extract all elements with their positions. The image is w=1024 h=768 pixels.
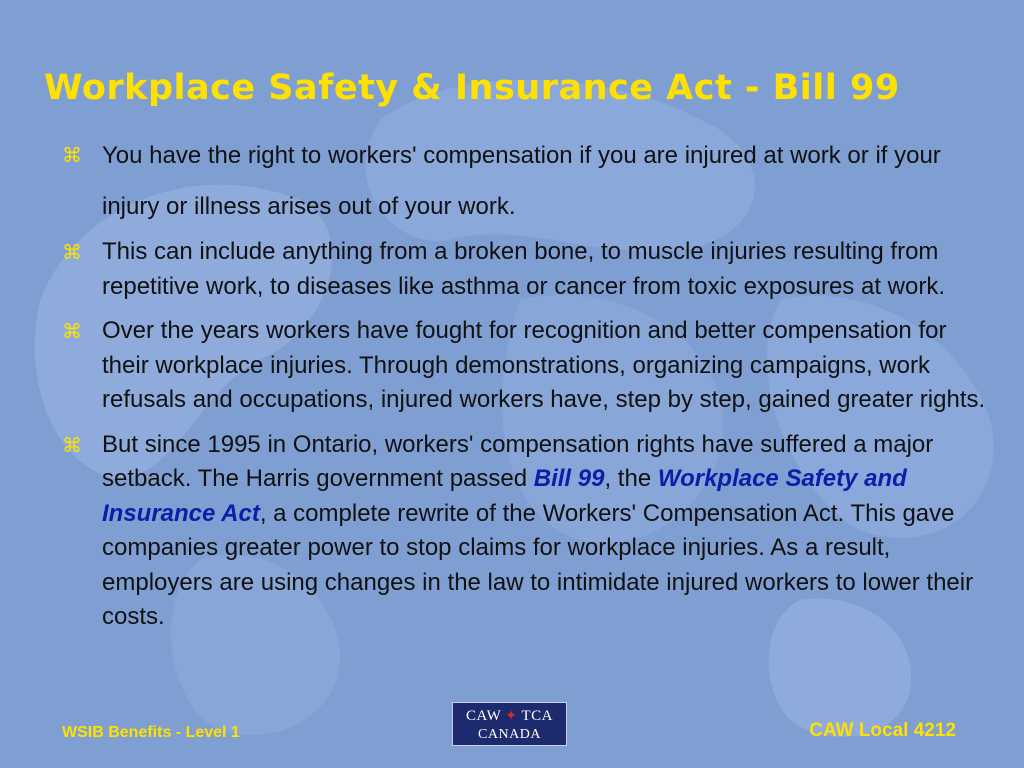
footer-left-text: WSIB Benefits - Level 1 xyxy=(62,724,240,741)
command-icon: ⌘ xyxy=(62,240,82,264)
command-icon: ⌘ xyxy=(62,432,82,457)
command-icon: ⌘ xyxy=(62,319,82,343)
command-icon: ⌘ xyxy=(62,143,82,167)
act-name-emphasis: Workplace Safety and Insurance Act xyxy=(102,465,907,527)
bullet-list xyxy=(62,130,992,645)
bullet-text: , the xyxy=(604,465,658,492)
bullet-text: You have the right to workers' compensation if you are injured at work or if your injury or illness arises out of your work. xyxy=(102,142,941,220)
caw-tca-canada-logo xyxy=(452,702,567,746)
footer-right-text: CAW Local 4212 xyxy=(809,720,956,741)
logo-text-right: TCA xyxy=(521,708,553,724)
bullet-item xyxy=(62,314,992,418)
bill-99-emphasis: Bill 99 xyxy=(533,465,605,492)
bullet-item xyxy=(62,428,992,635)
bullet-text: , a complete rewrite of the Workers' Compensation Act. This gave companies greater power to stop claims for workplace injuries. As a result, employers are using changes in the law to intimidate injured workers to lower their costs. xyxy=(102,499,974,630)
logo-text-bottom: CANADA xyxy=(478,727,541,742)
maple-leaf-icon: ✦ xyxy=(505,709,518,724)
slide-title: Workplace Safety & Insurance Act - Bill 99 xyxy=(44,68,900,108)
bullet-text: This can include anything from a broken bone, to muscle injuries resulting from repetitive work, to diseases like asthma or cancer from toxic exposures at work. xyxy=(102,238,945,300)
logo-text-left: CAW xyxy=(466,708,502,724)
bullet-item xyxy=(62,130,992,232)
bullet-text: Over the years workers have fought for recognition and better compensation for their workplace injuries. Through demonstrations, organizing campaigns, work refusals and occupations, injured workers have, step by step, gained greater rights. xyxy=(102,317,986,413)
bullet-text: But since 1995 in Ontario, workers' compensation rights have suffered a major setback. The Harris government passed xyxy=(102,430,934,492)
bullet-item xyxy=(62,235,992,304)
